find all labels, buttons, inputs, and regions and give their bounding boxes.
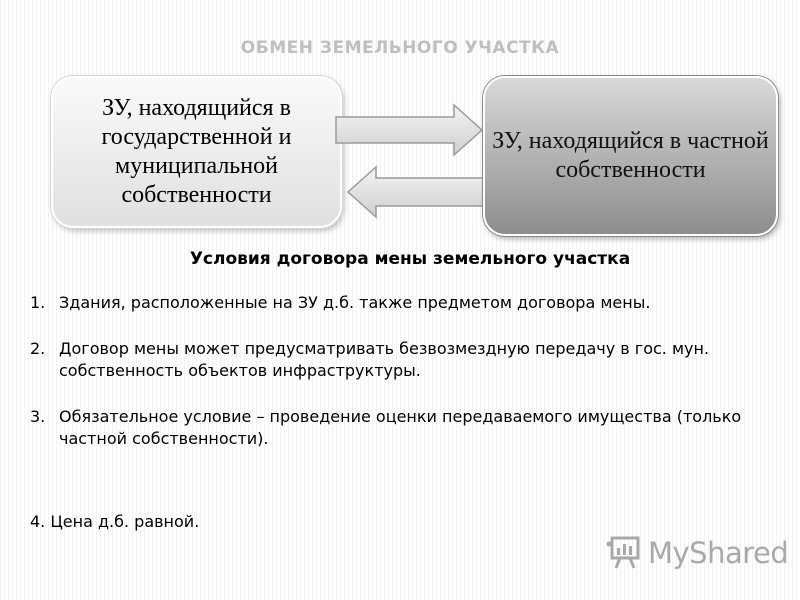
list-item-price: 4. Цена д.б. равной.: [30, 512, 200, 531]
arrow-right-icon: [336, 105, 482, 155]
conditions-list: [30, 292, 770, 474]
list-item-number: 2.: [30, 339, 46, 358]
state-municipal-land-box: ЗУ, находящийся в государственной и муниципальной собственности: [51, 76, 342, 228]
list-item: [30, 406, 770, 450]
list-item-text: Обязательное условие – проведение оценки передаваемого имущества (только частной собственности).: [59, 407, 742, 448]
list-item-text: Здания, расположенные на ЗУ д.б. также предметом договора мены.: [59, 293, 651, 312]
watermark-logo: [606, 536, 788, 570]
list-item: [30, 338, 770, 382]
arrow-left-icon: [348, 167, 484, 217]
list-item-number: 1.: [30, 293, 46, 312]
list-item-number: 3.: [30, 407, 46, 426]
conditions-heading: Условия договора мены земельного участка: [189, 249, 631, 269]
presentation-board-icon: [606, 536, 642, 570]
watermark-text: MyShared: [648, 536, 789, 570]
slide-title: ОБМЕН ЗЕМЕЛЬНОГО УЧАСТКА: [240, 38, 560, 58]
exchange-arrows: [330, 95, 494, 220]
list-item-text: Договор мены может предусматривать безвозмездную передачу в гос. мун. собственность объектов инфраструктуры.: [59, 339, 710, 380]
list-item: [30, 292, 770, 314]
private-land-box: ЗУ, находящийся в частной собственности: [483, 76, 778, 236]
